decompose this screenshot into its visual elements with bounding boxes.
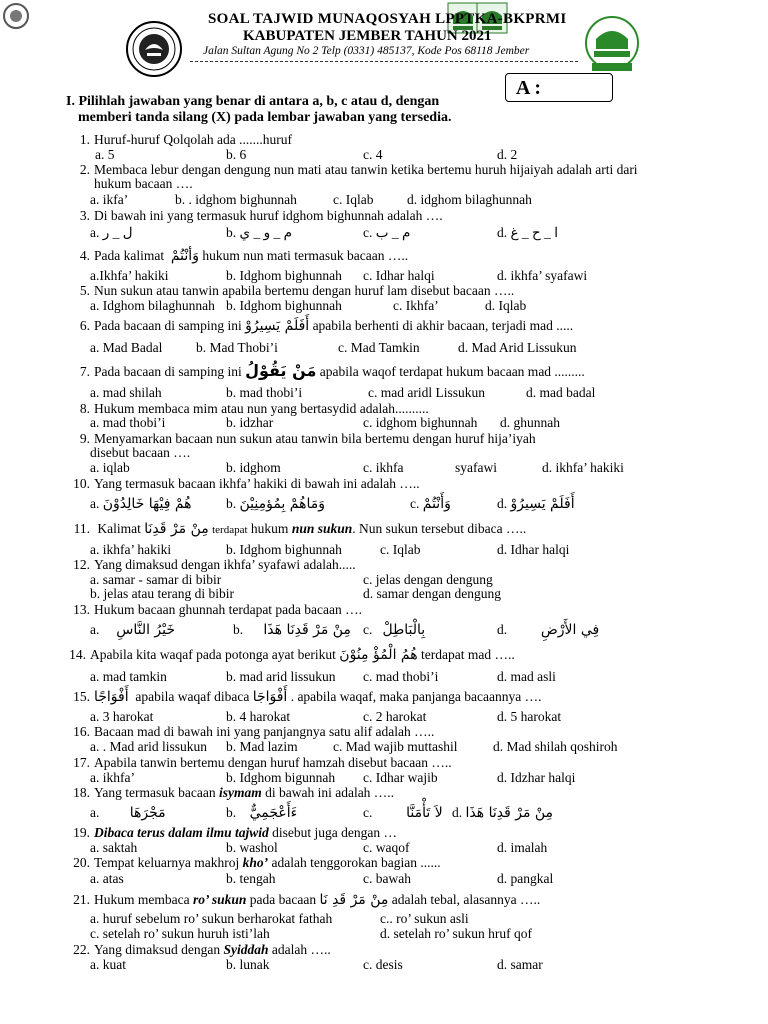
q12-option-a[interactable]: a. samar - samar di bibir [90, 572, 222, 587]
q9-option-d[interactable]: d. ikhfa’ hakiki [542, 460, 624, 475]
q18-option-c[interactable]: c. لاَ تَأْمَنَّا [363, 805, 443, 821]
question-3: 3. Di bawah ini yang termasuk huruf idghom bighunnah adalah …. [79, 208, 443, 223]
question-16: 16. Bacaan mad di bawah ini yang panjangnya satu alif adalah ….. [73, 724, 435, 739]
q13-option-d[interactable]: d. فِي الأَرْضِ [497, 622, 600, 638]
q5-option-d[interactable]: d. Iqlab [485, 298, 527, 313]
q8-option-d[interactable]: d. ghunnah [500, 415, 560, 430]
q7-option-b[interactable]: b. mad thobi’i [226, 385, 303, 400]
q22-option-a[interactable]: a. kuat [90, 957, 126, 972]
q2-option-b[interactable]: b. . idghom bighunnah [175, 192, 297, 207]
q14-option-c[interactable]: c. mad thobi’i [363, 669, 439, 684]
q11-option-d[interactable]: d. Idhar halqi [497, 542, 570, 557]
q3-option-c[interactable]: c. م _ ب [363, 225, 411, 240]
q22-option-c[interactable]: c. desis [363, 957, 403, 972]
question-4: 4. Pada kalimat وَأنْتُمْ hukum nun mati termasuk bacaan ….. [79, 248, 409, 264]
q10-option-b[interactable]: b. وَمَاهُمْ بِمُؤمِنِيْنَ [226, 496, 326, 512]
q3-option-a[interactable]: a. ل _ ر [90, 225, 133, 240]
q8-option-a[interactable]: a. mad thobi’i [90, 415, 166, 430]
q15-option-d[interactable]: d. 5 harokat [497, 709, 562, 724]
question-9-line2: disebut bacaan …. [90, 445, 191, 460]
q20-option-a[interactable]: a. atas [90, 871, 124, 886]
q17-option-a[interactable]: a. ikhfa’ [90, 770, 135, 785]
q11-option-b[interactable]: b. Idghom bighunnah [226, 542, 342, 557]
instructions-line2: memberi tanda silang (X) pada lembar jawaban yang tersedia. [78, 110, 452, 125]
q6-option-d[interactable]: d. Mad Arid Lissukun [458, 340, 577, 355]
q4-option-d[interactable]: d. ikhfa’ syafawi [497, 268, 588, 283]
question-1: 1. Huruf-huruf Qolqolah ada .......huruf [79, 132, 292, 147]
q15-option-c[interactable]: c. 2 harokat [363, 709, 427, 724]
instructions [66, 94, 451, 126]
q10-option-a[interactable]: a. هُمْ فِيْهَا خَالِدُوْنَ [90, 496, 192, 512]
q3-option-b[interactable]: b. م _ و _ ي [226, 225, 292, 240]
q21-option-a[interactable]: a. huruf sebelum ro’ sukun berharokat fathah [90, 911, 333, 926]
q21-option-c-asli[interactable]: c.. ro’ sukun asli [380, 911, 469, 926]
corner-watermark-logo [2, 2, 30, 30]
header-address: Jalan Sultan Agung No 2 Telp (0331) 485137, Kode Pos 68118 Jember [203, 45, 530, 57]
question-20: 20. Tempat keluarnya makhroj kho’ adalah tenggorokan bagian ...... [73, 855, 441, 870]
q6-option-c[interactable]: c. Mad Tamkin [338, 340, 420, 355]
q4-option-c[interactable]: c. Idhar halqi [363, 268, 435, 283]
q9-option-a[interactable]: a. iqlab [90, 460, 130, 475]
q11-option-c[interactable]: c. Iqlab [380, 542, 421, 557]
lpptka-logo [584, 15, 640, 75]
question-18: 18. Yang termasuk bacaan isymam di bawah ini adalah ….. [73, 785, 395, 800]
q1-option-d[interactable]: d. 2 [497, 147, 518, 162]
question-19: 19. Dibaca terus dalam ilmu tajwid disebut juga dengan … [73, 825, 398, 840]
answer-box[interactable]: A : [505, 73, 613, 102]
q9-option-b[interactable]: b. idghom [226, 460, 281, 475]
header-title: SOAL TAJWID MUNAQOSYAH LPPTKA-BKPRMI [208, 11, 567, 27]
q5-option-a[interactable]: a. Idghom bilaghunnah [90, 298, 215, 313]
q14-option-d[interactable]: d. mad asli [497, 669, 556, 684]
q13-option-b[interactable]: b. مِنْ مَرْ قَدِنَا هَذَا [233, 622, 351, 638]
header-subtitle: KABUPATEN JEMBER TAHUN 2021 [243, 28, 492, 44]
q19-option-a[interactable]: a. saktah [90, 840, 138, 855]
q16-option-c[interactable]: c. Mad wajib muttashil [333, 739, 458, 754]
q4-option-a[interactable]: a.Ikhfa’ hakiki [90, 268, 169, 283]
bkprmi-emblem-logo [125, 20, 183, 78]
question-12: 12. Yang dimaksud dengan ikhfa’ syafawi adalah..... [73, 557, 356, 572]
q2-option-c[interactable]: c. Iqlab [333, 192, 374, 207]
question-7: 7. Pada bacaan di samping ini مَنْ يَقُوْلُ apabila waqof terdapat hukum bacaan mad ......... [79, 361, 585, 380]
q1-option-c[interactable]: c. 4 [363, 147, 383, 162]
instructions-line1: I. Pilihlah jawaban yang benar di antara a, b, c atau d, dengan [66, 94, 440, 109]
q22-option-d[interactable]: d. samar [497, 957, 543, 972]
question-8: 8. Hukum membaca mim atau nun yang bertasydid adalah.......... [79, 401, 429, 416]
question-9: 9. Menyamarkan bacaan nun sukun atau tanwin bila bertemu dengan huruf hija’iyah [79, 431, 536, 446]
q1-option-a[interactable]: a. 5 [95, 147, 115, 162]
q17-option-c[interactable]: c. Idhar wajib [363, 770, 438, 785]
question-22: 22. Yang dimaksud dengan Syiddah adalah ….. [73, 942, 331, 957]
q15-option-a[interactable]: a. 3 harokat [90, 709, 154, 724]
q20-option-b[interactable]: b. tengah [226, 871, 276, 886]
question-11: 11. Kalimat مِنْ مَرْ قَدِنَا terdapat hukum nun sukun. Nun sukun tersebut dibaca ….. [73, 521, 527, 537]
q9-option-c[interactable]: c. ikhfa [363, 460, 404, 475]
q6-option-a[interactable]: a. Mad Badal [90, 340, 163, 355]
question-14: 14. Apabila kita waqaf pada potonga ayat berikut هُمُ الْمُؤْ مِنُوْنَ terdapat mad ….. [69, 647, 515, 663]
q1-option-b[interactable]: b. 6 [226, 147, 247, 162]
q5-option-b[interactable]: b. Idghom bighunnah [226, 298, 342, 313]
q2-option-d[interactable]: d. idghom bilaghunnah [407, 192, 532, 207]
q12-option-d[interactable]: d. samar dengan dengung [363, 586, 501, 601]
q21-option-d[interactable]: d. setelah ro’ sukun hruf qof [380, 926, 532, 941]
q21-option-c[interactable]: c. setelah ro’ sukun huruh isti’lah [90, 926, 270, 941]
question-5: 5. Nun sukun atau tanwin apabila bertemu dengan huruf lam disebut bacaan ….. [79, 283, 515, 298]
q8-option-c[interactable]: c. idghom bighunnah [363, 415, 478, 430]
q20-option-d[interactable]: d. pangkal [497, 871, 554, 886]
question-6: 6. Pada bacaan di samping ini أَفَلَمْ يَسِيرُوْ apabila berhenti di akhir bacaan, terjadi mad ..... [79, 318, 574, 334]
question-2-line2: hukum bacaan …. [94, 176, 193, 191]
q14-option-a[interactable]: a. mad tamkin [90, 669, 167, 684]
q10-option-c[interactable]: c. وَأَنْتُمْ [410, 496, 451, 512]
q19-option-d[interactable]: d. imalah [497, 840, 548, 855]
q9-option-syafawi[interactable]: syafawi [455, 460, 497, 475]
q7-option-c[interactable]: c. mad aridl Lissukun [368, 385, 485, 400]
q16-option-a[interactable]: a. . Mad arid lissukun [90, 739, 207, 754]
q11-option-a[interactable]: a. ikhfa’ hakiki [90, 542, 172, 557]
q19-option-c[interactable]: c. waqof [363, 840, 410, 855]
q10-option-d[interactable]: d. أَفَلَمْ يَسِيرُوْ [497, 496, 575, 512]
q17-option-b[interactable]: b. Idghom bigunnah [226, 770, 336, 785]
q18-option-d[interactable]: d. مِنْ مَرْ قَدِنَا هَذَا [452, 805, 554, 821]
q18-option-a[interactable]: a. مَجْرَهَا [90, 805, 166, 821]
q3-option-d[interactable]: d. ا _ ح _ غ [497, 225, 559, 240]
q16-option-d[interactable]: d. Mad shilah qoshiroh [493, 739, 618, 754]
q14-option-b[interactable]: b. mad arid lissukun [226, 669, 336, 684]
q7-option-d[interactable]: d. mad badal [526, 385, 596, 400]
q20-option-c[interactable]: c. bawah [363, 871, 411, 886]
q8-option-b[interactable]: b. idzhar [226, 415, 274, 430]
question-21: 21. Hukum membaca ro’ sukun pada bacaan مِنْ مَرْ قَدِ نَا adalah tebal, alasannya ….. [73, 892, 541, 908]
header-divider [190, 61, 578, 62]
question-2: 2. Membaca lebur dengan dengung nun mati atau tanwin ketika bertemu huruh hijaiyah adalah arti dari [79, 162, 638, 177]
q16-option-b[interactable]: b. Mad lazim [226, 739, 298, 754]
q4-option-b[interactable]: b. Idghom bighunnah [226, 268, 342, 283]
q22-option-b[interactable]: b. lunak [226, 957, 270, 972]
question-13: 13. Hukum bacaan ghunnah terdapat pada bacaan …. [73, 602, 363, 617]
q12-option-c[interactable]: c. jelas dengan dengung [363, 572, 493, 587]
q13-option-a[interactable]: a. خَيْرُ النَّاسِ [90, 622, 176, 638]
q7-option-a[interactable]: a. mad shilah [90, 385, 162, 400]
q17-option-d[interactable]: d. Idzhar halqi [497, 770, 576, 785]
q5-option-c[interactable]: c. Ikhfa’ [393, 298, 439, 313]
q18-option-b[interactable]: b. ءَأَعْجَمِيٌّ [226, 805, 298, 821]
question-10: 10. Yang termasuk bacaan ikhfa’ hakiki di bawah ini adalah ….. [73, 476, 420, 491]
q13-option-c[interactable]: c. بِالْبَاطِلْ [363, 622, 426, 638]
q2-option-a[interactable]: a. ikfa’ [90, 192, 129, 207]
question-17: 17. Apabila tanwin bertemu dengan huruf hamzah disebut bacaan ….. [73, 755, 452, 770]
q19-option-b[interactable]: b. washol [226, 840, 278, 855]
q15-option-b[interactable]: b. 4 harokat [226, 709, 291, 724]
q6-option-b[interactable]: b. Mad Thobi’i [196, 340, 278, 355]
q12-option-b[interactable]: b. jelas atau terang di bibir [90, 586, 234, 601]
question-15: 15. أَفْوَاجًا apabila waqaf dibaca أَفْوَاجَا . apabila waqaf, maka panjanga bacaannya …. [73, 689, 542, 705]
